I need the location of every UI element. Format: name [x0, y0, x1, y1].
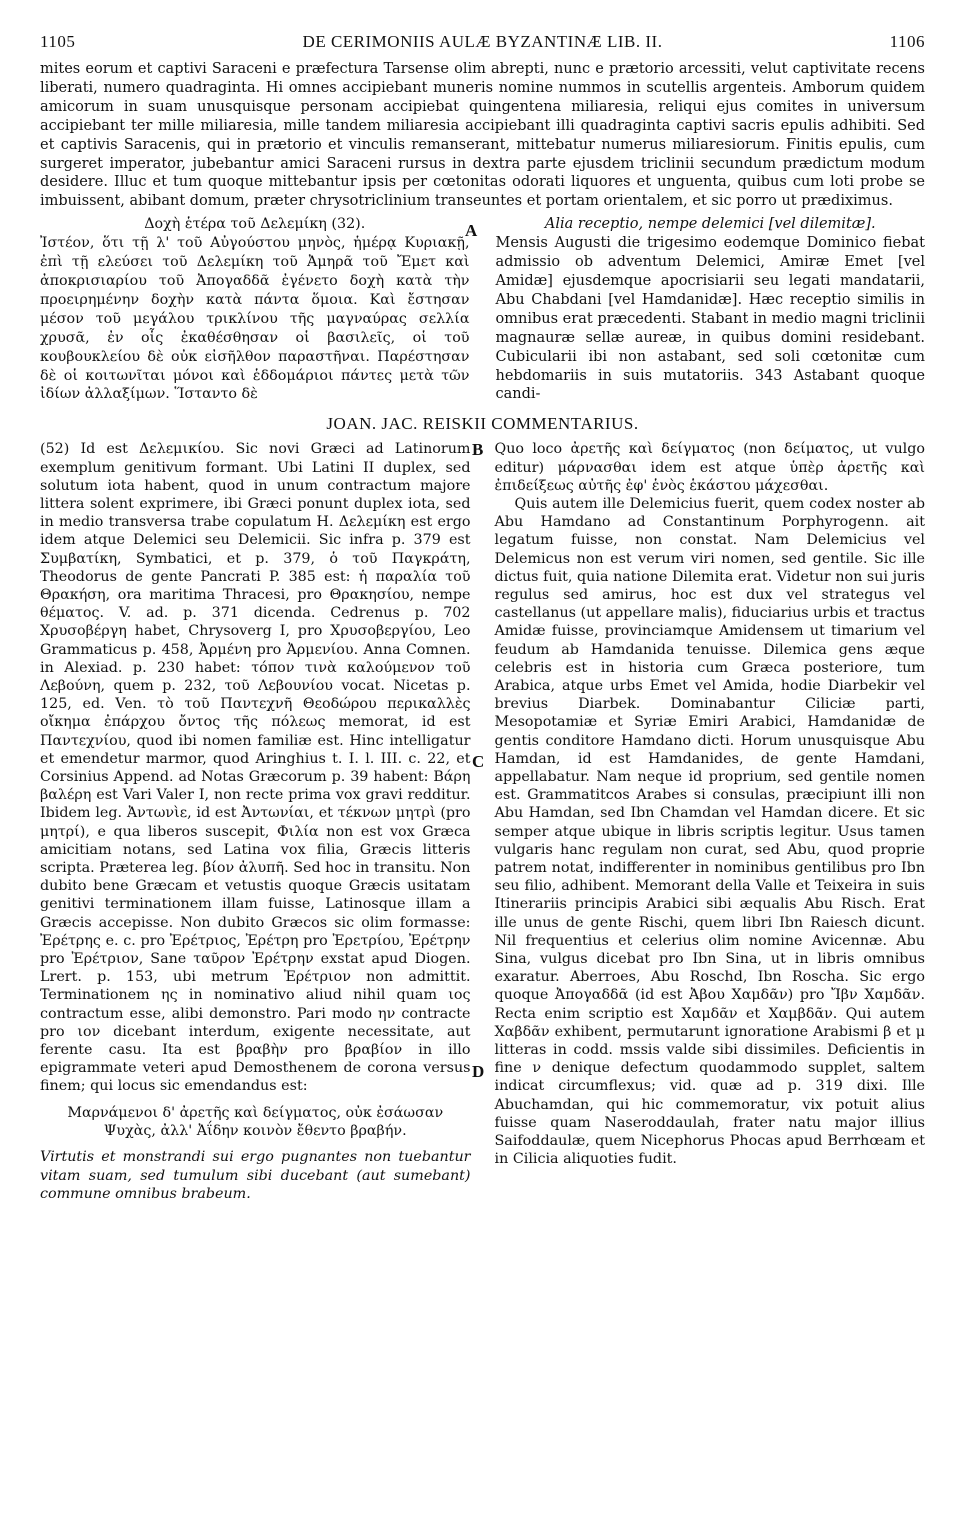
commentary [40, 440, 925, 1203]
running-title: DE CERIMONIIS AULÆ BYZANTINÆ LIB. II. [302, 32, 663, 51]
latin-text: Mensis Augusti die trigesimo eodemque Dominico fiebat admissio ob adventum Delemici, Amiræ Emet [vel Amidæ] ejusdemque apocrisiarii seu legati mandatarii, Abu Chabdani [vel Hamdanidæ]. Hæc receptio similis in omnibus erat præcedenti. Stabant in medio magni triclinii magnauræ sellæ aureæ, in quibus domini residebant. Cubicularii ibi non astabant, sed soli cœtonitæ cum hebdomariis in suis mutatoriis. 343 Astabant quoque candi- [495, 235, 925, 403]
margin-marker-d: D [472, 1062, 485, 1082]
commentary-right-p2: Quis autem ille Delemicius fuerit, quem codex noster ab Abu Hamdano ad Constantinum Porphyrogenn. ait legatum fuisse, non constat. Nam Delemicius vel Delemicus non est verum viri nomen, sed gentile. Sic ille dictus fuit, quia natione Dilemita erat. Videtur non sui juris regulus sed amirus, hoc est dux vel strategus vel castellanus (ut appellare malis), fiduciarius urbis et tractus Amidæ fuisse, provinciamque Amidensem ut timarium vel feudum ab Hamdanida tenuisse. Dilemica gens æque celebris est in historia cum Græca posteriore, tum Arabica, atque urbs Emet vel Amida, hodie Diarbekir vel brevius Diarbek. Dominabantur Ciliciæ parti, Mesopotamiæ et Syriæ Emiri Arabici, Hamdanidæ de gentis conditore Hamdano dicti. Horum unusquisque Abu Hamdan, id est Hamdanides, de gente Hamdani, appellabatur. Nam neque id proprium, sed gentile nomen est. Grammatitcos Arabes si consulas, præcipiunt illi non Abu Hamdan, sed Ibn Chamdan vel Hamdan dicere. Et sic semper atque ubique in libris scriptis legitur. Usus tamen vulgaris hanc regulam non curat, sed Abu, quod proprie patrem notat, indifferenter in nominibus gentilibus pro Ibn seu filio, adhibent. Memorant della Valle et Teixeira in suis Itinerariis principis Arabici sibi æqualis Abu Risch. Erat ille unus de gente Rischi, quem libri Ibn Raiesch dicunt. Nil frequentius et celerius olim nomine Avicennæ. Abu Sina, vulgus dicebat pro Ibn Sina, ut in libris omnibus exaratur. Aberroes, Abu Roschd, Ibn Roscha. Sic ergo quoque Ἀπογαδδᾶ (id est Ἀβου Χαμδᾶν) pro Ἴβν Χαμδᾶν. Recta enim scriptio est Χαμδᾶν et Χαμβδᾶν. Qui autem Χαβδᾶν exhibent, permutarunt ignoratione Arabismi β et μ litteras in codd. mssis valde sibi dissimiles. Deficientis in fine ν denique defectum quodammodo supplet, saltem indicat circumflexus; vid. quæ ad p. 319 dixi. Ille Abuchamdan, qui hic commemoratur, vix potuit alius fuisse quam Naseroddaulah, frater natu major illius Saifoddaulæ, quem Nicephorus Phocas apud Berrhœam et in Cilicia aliquoties fudit. [494, 495, 925, 1168]
greek-column [40, 215, 470, 404]
commentary-note: (52) Id est Δελεμικίου. Sic novi Græci ad Latinorum exemplum genitivum formant. Ubi Latini II duplex, sed solutum iota habent, quod in unum contractum majore littera solent exprimere, ibi Græci ponunt duplex iota, sed in medio transversa trabe copulatum H. Δελεμίκη est ergo idem atque Delemici seu Delemicii. Sic infra p. 379 est Συμβατίκη, Symbatici, et p. 379, ὁ τοῦ Παγκράτη, Theodorus de gente Pancrati P. 385 est: ἡ παραλία τοῦ Θρακήση, ora maritima Thracesi, pro Θρακησίου, nempe θέματος. V. ad. p. 371 dicenda. Cedrenus p. 702 Χρυσοβέργη habet, Chrysoverg I, pro Χρυσοβεργίου, Leo Grammaticus p. 458, Ἀρμένη pro Ἀρμενίου. Anna Comnen. in Alexiad. p. 230 habet: τόπον τινὰ καλούμενον τοῦ Λεβούνη, quem p. 232, τοῦ Λεβουνίου vocat. Nicetas p. 125, ed. Ven. τὸ τοῦ Παντεχνῆ Θεοδώρου περικαλλὲς οἴκημα ἐπάρχου ὄντος τῆς πόλεως memorat, id est Παντεχνίου, quod ibi nomen familiæ est. Hinc intelligatur et emendetur marmor, quod Aringhius t. I. l. III. c. 22, et Corsinius Append. ad Notas Græcorum p. 39 habent: Βάρη βαλέρη est Vari Valer I, non recte prima vox gravi redditur. Ibidem leg. Ἀντωνὶε, id est Ἀντωνίαι, et τέκνων μητρὶ (pro μητρί), e qua liberos suscepit, Φιλία non est vox Græca amicitiam notans, sed Latina vox filia, Græcis litteris scripta. Præterea leg. βίον ἀλυπῆ. Sed hoc in transitu. Non dubito bene Græcam et vetustis quoque Græcis usitatam genitivi terminationem illam fuisse, Latinosque illam a Græcis accepisse. Non dubito Græcos sic olim formasse: Ἐρέτρης e. c. pro Ἐρέτριος, Ἐρέτρη pro Ἐρετρίου, Ἐρέτρην pro Ἐρέτριον, Sane ταῦρον Ἐρέτρην exstat apud Diogen. Lrert. p. 153, ubi metrum Ἐρέτριον non admittit. Terminationem ης in nominativo aliud nihil quam ιος contractum esse, alibi demonstro. Pari modo ην contracte pro ιον dicebant interdum, exigente necessitate, aut ferente casu. Ita est βραβὴν pro βραβίον in illo epigrammate veteri apud Demosthenem de corona versus finem; qui locus sic emendandus est: [40, 441, 471, 1095]
margin-marker-a: A [465, 221, 478, 241]
page-number-left: 1105 [40, 32, 76, 51]
greek-text: Ἰστέον, ὅτι τῇ λ' τοῦ Αὐγούστου μηνὸς, ἡμέρᾳ Κυριακῇ, ἐπὶ τῇ ελεύσει τοῦ Δελεμίκη τοῦ Ἀμηρᾶ τοῦ Ἔμετ καὶ ἀποκρισιαρίου τοῦ Ἀπογαδδᾶ ἐγένετο δοχὴ κατὰ τὴν προειρημένην δοχὴν κατὰ πάντα ὅμοια. Καὶ ἔστησαν μέσον τοῦ μεγάλου τρικλίνου τῆς μαγναύρας σελλία χρυσᾶ, ἐν οἷς ἐκαθέσθησαν οἱ βασιλεῖς, οἱ τοῦ κουβουκλείου δὲ οὐκ εἰσῆλθον παραστῆναι. Παρέστησαν δὲ οἱ κοιτωνῖται μόνοι καὶ ἑδδομάριοι πάντες μετὰ τῶν ἰδίων ἀλλαξίμων. Ἵσταντο δὲ [40, 235, 470, 403]
latin-heading: Alia receptio, nempe delemici [vel dilemitæ]. [544, 216, 876, 233]
parallel-text [40, 215, 925, 404]
commentary-right-column [495, 440, 926, 1203]
commentary-left-column [40, 440, 471, 1203]
epigram-translation: Virtutis et monstrandi sui ergo pugnantes non tuebantur vitam suam, sed tumulum sibi ducebant (aut sumebant) commune omnibus brabeum. [40, 1149, 471, 1202]
commentary-right-p1: Quo loco ἀρετῆς καὶ δείγματος (non δείματος, ut vulgo editur) μάρνασθαι idem est atque ὑπὲρ ἀρετῆς καὶ ἐπιδείξεως αὐτῆς ἐφ' ἑνὸς ἑκάστου μάχεσθαι. [494, 441, 925, 494]
epigram-line-1: Μαρνάμενοι δ' ἀρετῆς καὶ δείγματος, οὐκ ἐσάωσαν [67, 1104, 444, 1121]
page [40, 32, 925, 1203]
intro-paragraph: mites eorum et captivi Saraceni e præfectura Tarsense olim abrepti, nunc e prætorio arcessiti, velut captivitate recens liberati, numero quadraginta. Hi omnes accipiebant muneris nomine nummos in scutellis argenteis. Amborum quidem amicorum in suam unusquisque personam accipiebat quingentena miliaresia, reliqui ejus comites in universum accipiebant ter mille miliaresia, mille tandem miliaresia accipiebant illi quadraginta captivi sacris epulis adhibiti. Sed et captivis Saracenis, qui in prætorio et vinculis remanserant, mittebatur numerus miliaresiorum. Finitis epulis, cum surgeret imperator, jubebantur amici Saraceni rursus in dextra parte ejusdem triclinii secundum prædictum modum desidere. Illuc et tum quoque mittebantur ipsis per cœtonitas odorati liquores et unguenta, quibus cum loti probe se imbuissent, abibant domum, præter chrysotriclinium transeuntes et portam orientalem, et sic porro ut prædiximus. [40, 61, 925, 210]
running-header [40, 32, 925, 52]
greek-heading: Δοχὴ ἑτέρα τοῦ Δελεμίκη (32). [144, 216, 366, 233]
epigram-line-2: Ψυχὰς, ἀλλ' Ἀΐδην κοινὸν ἔθεντο βραβήν. [103, 1123, 407, 1140]
margin-marker-b: B [472, 440, 484, 460]
epigram-quote [40, 1104, 471, 1141]
latin-column [496, 215, 926, 404]
commentary-title: JOAN. JAC. REISKII COMMENTARIUS. [326, 414, 639, 434]
page-number-right: 1106 [889, 32, 925, 51]
margin-marker-c: C [472, 752, 485, 772]
